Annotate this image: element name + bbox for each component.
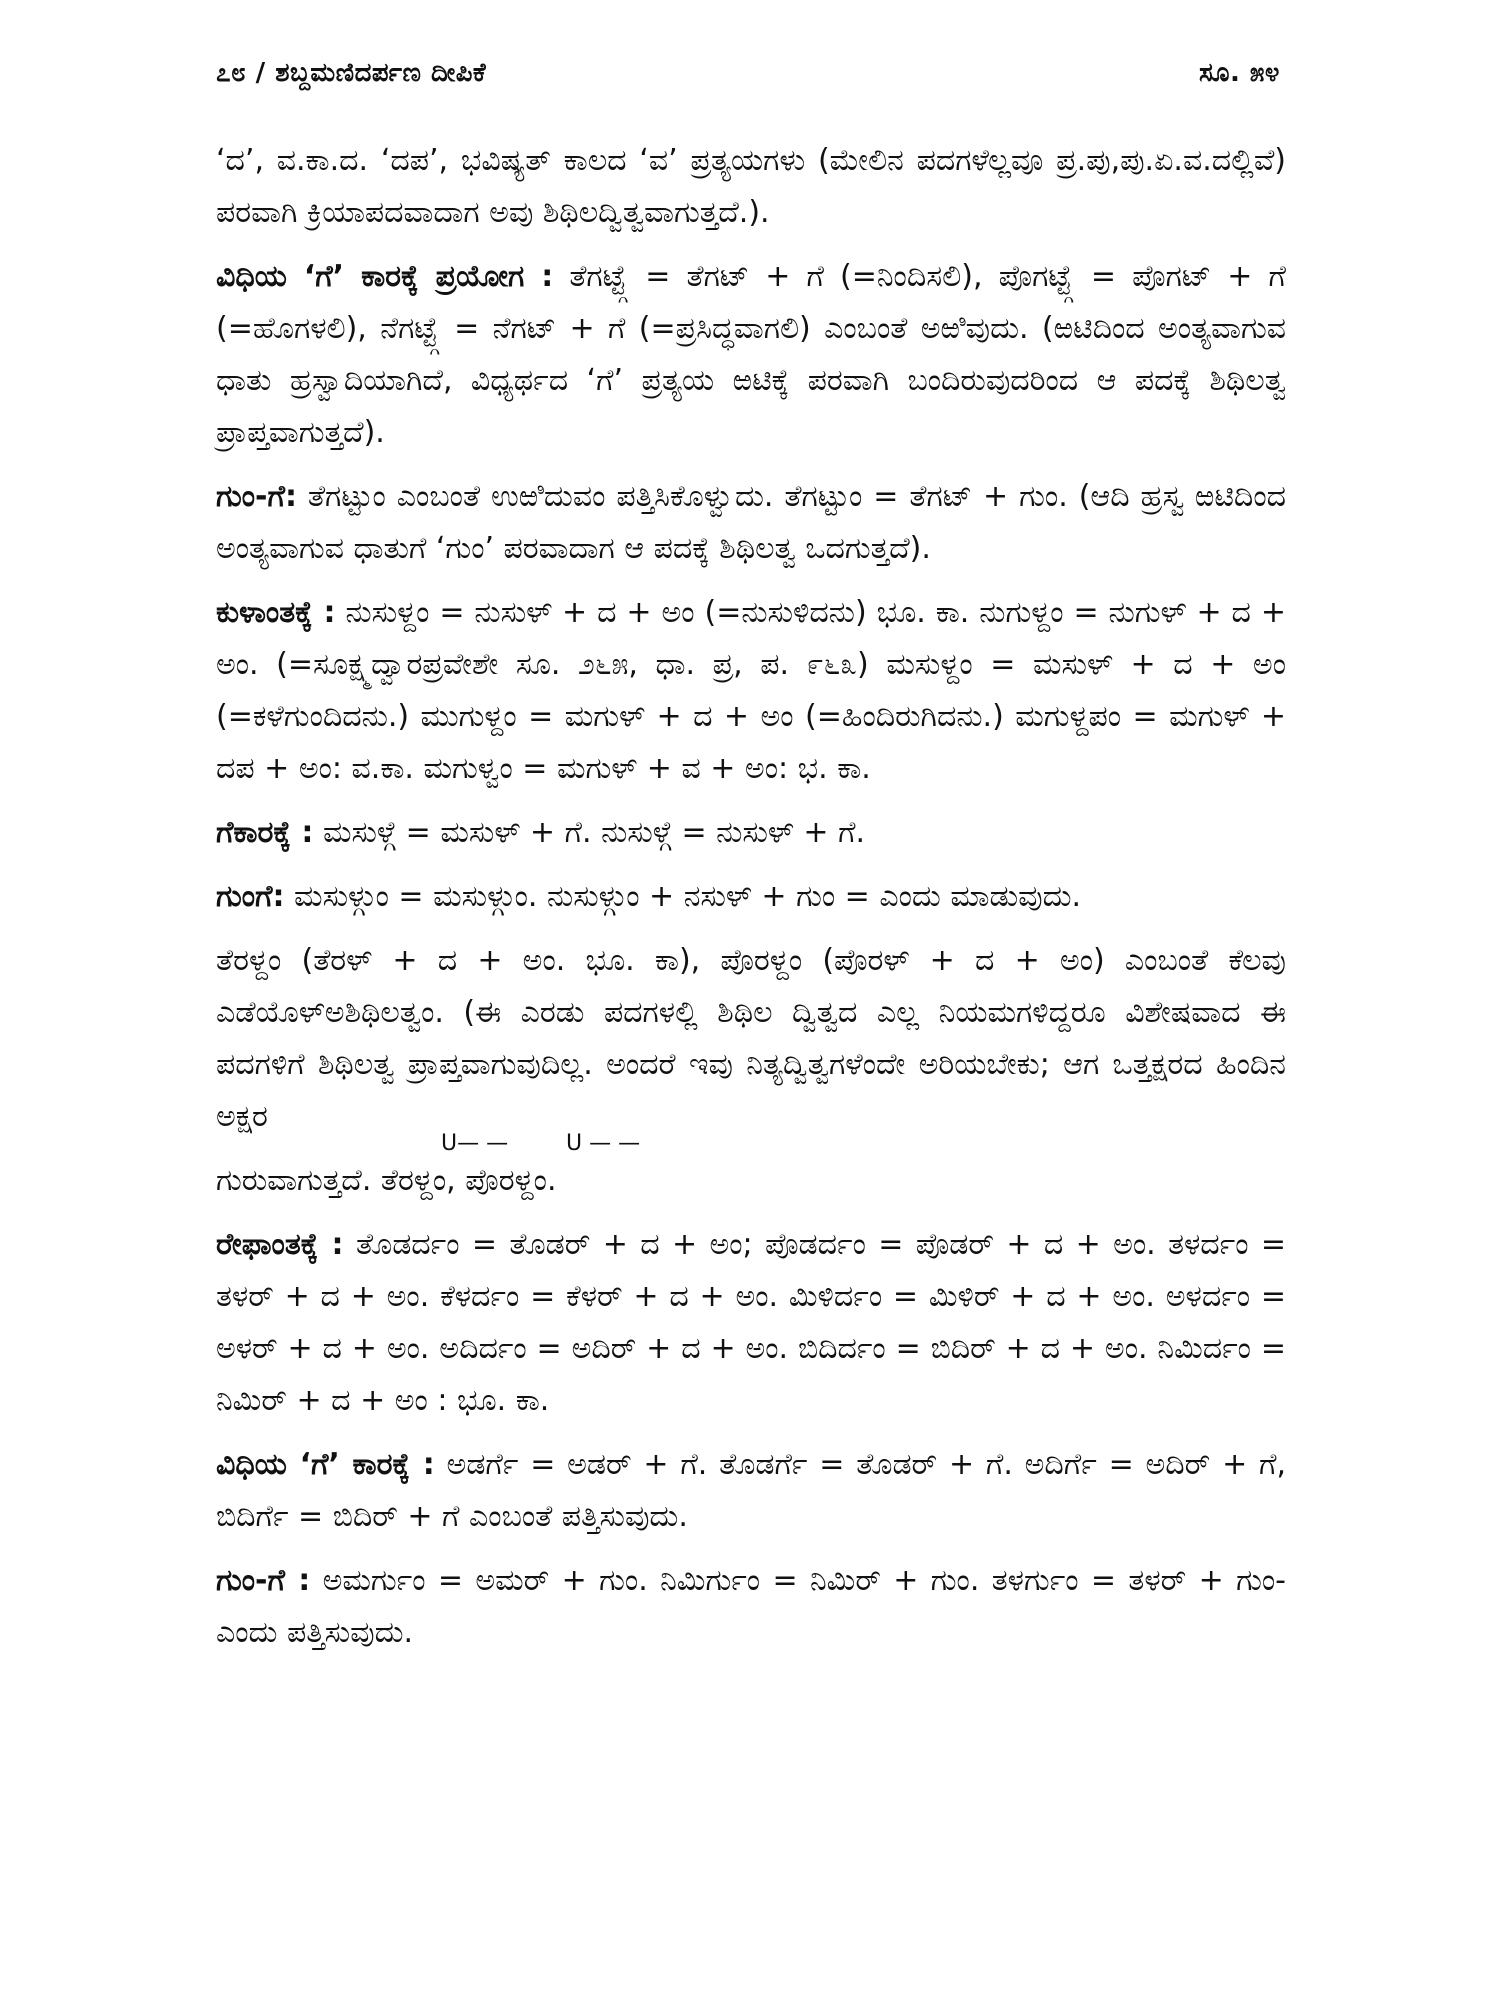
running-head — [216, 58, 1286, 89]
paragraph-1 — [216, 135, 1286, 239]
paragraph-heading: ರೇಫಾಂತಕ್ಕೆ : — [216, 1227, 344, 1262]
paragraph-heading: ಕುಳಾಂತಕ್ಕೆ : — [216, 595, 336, 630]
paragraph-text: ತೆಗಟ್ಟುಂ ಎಂಬಂತೆ ಉಱಿದುವಂ ಪತ್ತಿಸಿಕೊಳ್ವುದು. ತೆಗಟ್ಟುಂ = ತೆಗಟ್ + ಗುಂ. (ಆದಿ ಹ್ರಸ್ವ ಱಟಿದಿಂದ ಅಂತ್ಯವಾಗುವ ಧಾತುಗೆ ‘ಗುಂ’ ಪರವಾದಾಗ ಆ ಪದಕ್ಕೆ ಶಿಥಿಲತ್ವ ಒದಗುತ್ತದೆ). — [216, 479, 1286, 566]
paragraph-text: ಅಮರ್ಗುಂ = ಅಮರ್ + ಗುಂ. ನಿಮಿರ್ಗುಂ = ನಿಮಿರ್ + ಗುಂ. ತಳರ್ಗುಂ = ತಳರ್ + ಗುಂ-ಎಂದು ಪತ್ತಿಸುವುದು. — [216, 1563, 1286, 1650]
paragraph-heading: ಗುಂ-ಗೆ: — [216, 479, 297, 514]
prosody-mark-second: U — — — [566, 1131, 641, 1156]
paragraph-7-continued — [216, 1155, 1286, 1207]
paragraph-heading: ಗುಂ-ಗೆ : — [216, 1563, 311, 1598]
paragraph-4 — [216, 587, 1286, 795]
paragraph-heading: ವಿಧಿಯ ‘ಗೆ’ ಕಾರಕ್ಕೆ : — [216, 1447, 435, 1482]
paragraph-text: ತೊಡರ್ದಂ = ತೊಡರ್ + ದ + ಅಂ; ಪೊಡರ್ದಂ = ಪೊಡರ್ + ದ + ಅಂ. ತಳರ್ದಂ = ತಳರ್ + ದ + ಅಂ. ಕೆಳರ್ದಂ = ಕೆಳರ್ + ದ + ಅಂ. ಮಿಳಿರ್ದಂ = ಮಿಳಿರ್ + ದ + ಅಂ. ಅಳರ್ದಂ = ಅಳರ್ + ದ + ಅಂ. ಅದಿರ್ದಂ = ಅದಿರ್ + ದ + ಅಂ. ಬಿದಿರ್ದಂ = ಬಿದಿರ್ + ದ + ಅಂ. ನಿಮಿರ್ದಂ = ನಿಮಿರ್ + ದ + ಅಂ : ಭೂ. ಕಾ. — [216, 1227, 1287, 1418]
paragraph-8 — [216, 1219, 1286, 1427]
paragraph-9 — [216, 1439, 1286, 1543]
paragraph-heading: ಗುಂಗೆ: — [216, 879, 285, 914]
paragraph-6 — [216, 871, 1286, 923]
paragraph-3 — [216, 471, 1286, 575]
sutra-number: ಸೂ. ೫೪ — [1199, 58, 1280, 88]
paragraph-2 — [216, 251, 1286, 459]
paragraph-7 — [216, 935, 1286, 1143]
page-number-and-title: ೭೮ / ಶಬ್ದಮಣಿದರ್ಪಣ ದೀಪಿಕೆ — [216, 58, 487, 88]
paragraph-text: ಗುರುವಾಗುತ್ತದೆ. ತೆರಳ್ದಂ, ಪೊರಳ್ದಂ. — [216, 1163, 557, 1198]
paragraph-heading: ವಿಧಿಯ ‘ಗೆ’ ಕಾರಕ್ಕೆ ಪ್ರಯೋಗ : — [216, 259, 554, 294]
paragraph-text: ನುಸುಳ್ದಂ = ನುಸುಳ್ + ದ + ಅಂ (=ನುಸುಳಿದನು) ಭೂ. ಕಾ. ನುಗುಳ್ದಂ = ನುಗುಳ್ + ದ + ಅಂ. (=ಸೂಕ್ಷ್ಮದ್ವಾರಪ್ರವೇಶೇ ಸೂ. ೨೬೫, ಧಾ. ಪ್ರ, ಪ. ೯೬೩) ಮಸುಳ್ದಂ = ಮಸುಳ್ + ದ + ಅಂ (=ಕಳೆಗುಂದಿದನು.) ಮುಗುಳ್ದಂ = ಮಗುಳ್ + ದ + ಅಂ (=ಹಿಂದಿರುಗಿದನು.) ಮಗುಳ್ದಪಂ = ಮಗುಳ್ + ದಪ + ಅಂ: ವ.ಕಾ. ಮಗುಳ್ವಂ = ಮಗುಳ್ + ವ + ಅಂ: ಭ. ಕಾ. — [216, 595, 1286, 786]
paragraph-text: ಮಸುಳ್ಗೆ = ಮಸುಳ್ + ಗೆ. ನುಸುಳ್ಗೆ = ನುಸುಳ್ + ಗೆ. — [322, 815, 866, 850]
paragraph-heading: ಗೆಕಾರಕ್ಕೆ : — [216, 815, 314, 850]
paragraph-10 — [216, 1555, 1286, 1659]
paragraph-text: ತೆಗಟ್ಟ್ಗೆ = ತೆಗಟ್ + ಗೆ (=ನಿಂದಿಸಲಿ), ಪೊಗಟ್ಟ್ಗೆ = ಪೊಗಟ್ + ಗೆ (=ಹೊಗಳಲಿ), ನೆಗಟ್ಟ್ಗೆ = ನೆಗಟ್ + ಗೆ (=ಪ್ರಸಿದ್ಧವಾಗಲಿ) ಎಂಬಂತೆ ಅಱಿವುದು. (ಱಟಿದಿಂದ ಅಂತ್ಯವಾಗುವ ಧಾತು ಹ್ರಸ್ವಾದಿಯಾಗಿದೆ, ವಿಧ್ಯರ್ಥದ ‘ಗೆ’ ಪ್ರತ್ಯಯ ಱಟಿಕ್ಕೆ ಪರವಾಗಿ ಬಂದಿರುವುದರಿಂದ ಆ ಪದಕ್ಕೆ ಶಿಥಿಲತ್ವ ಪ್ರಾಪ್ತವಾಗುತ್ತದೆ). — [216, 259, 1286, 450]
paragraph-text: ಅಡರ್ಗೆ = ಅಡರ್ + ಗೆ. ತೊಡರ್ಗೆ = ತೊಡರ್ + ಗೆ. ಅದಿರ್ಗೆ = ಅದಿರ್ + ಗೆ, ಬಿದಿರ್ಗೆ = ಬಿದಿರ್ + ಗೆ ಎಂಬಂತೆ ಪತ್ತಿಸುವುದು. — [216, 1447, 1286, 1534]
paragraph-5 — [216, 807, 1286, 859]
paragraph-text: ತೆರಳ್ದಂ (ತೆರಳ್ + ದ + ಅಂ. ಭೂ. ಕಾ), ಪೊರಳ್ದಂ (ಪೊರಳ್ + ದ + ಅಂ) ಎಂಬಂತೆ ಕೆಲವು ಎಡೆಯೊಳ್ಅಶಿಥಿಲತ್ವಂ. (ಈ ಎರಡು ಪದಗಳಲ್ಲಿ ಶಿಥಿಲ ದ್ವಿತ್ವದ ಎಲ್ಲ ನಿಯಮಗಳಿದ್ದರೂ ವಿಶೇಷವಾದ ಈ ಪದಗಳಿಗೆ ಶಿಥಿಲತ್ವ ಪ್ರಾಪ್ತವಾಗುವುದಿಲ್ಲ. ಅಂದರೆ ಇವು ನಿತ್ಯದ್ವಿತ್ವಗಳೆಂದೇ ಅರಿಯಬೇಕು; ಆಗ ಒತ್ತಕ್ಷರದ ಹಿಂದಿನ ಅಕ್ಷರ — [216, 943, 1286, 1134]
page-body — [216, 135, 1286, 1659]
paragraph-text: ‘ದ’, ವ.ಕಾ.ದ. ‘ದಪ’, ಭವಿಷ್ಯತ್ ಕಾಲದ ‘ವ’ ಪ್ರತ್ಯಯಗಳು (ಮೇಲಿನ ಪದಗಳೆಲ್ಲವೂ ಪ್ರ.ಪು,ಪು.ಏ.ವ.ದಲ್ಲಿವೆ) ಪರವಾಗಿ ಕ್ರಿಯಾಪದವಾದಾಗ ಅವು ಶಿಥಿಲದ್ವಿತ್ವವಾಗುತ್ತದೆ.). — [216, 143, 1286, 230]
prosody-mark-first: U— — — [441, 1131, 509, 1156]
paragraph-text: ಮಸುಳ್ಗುಂ = ಮಸುಳ್ಗುಂ. ನುಸುಳ್ಗುಂ + ನಸುಳ್ + ಗುಂ = ಎಂದು ಮಾಡುವುದು. — [294, 879, 1082, 914]
book-page — [216, 58, 1286, 1671]
prosody-marks — [216, 1133, 1286, 1155]
